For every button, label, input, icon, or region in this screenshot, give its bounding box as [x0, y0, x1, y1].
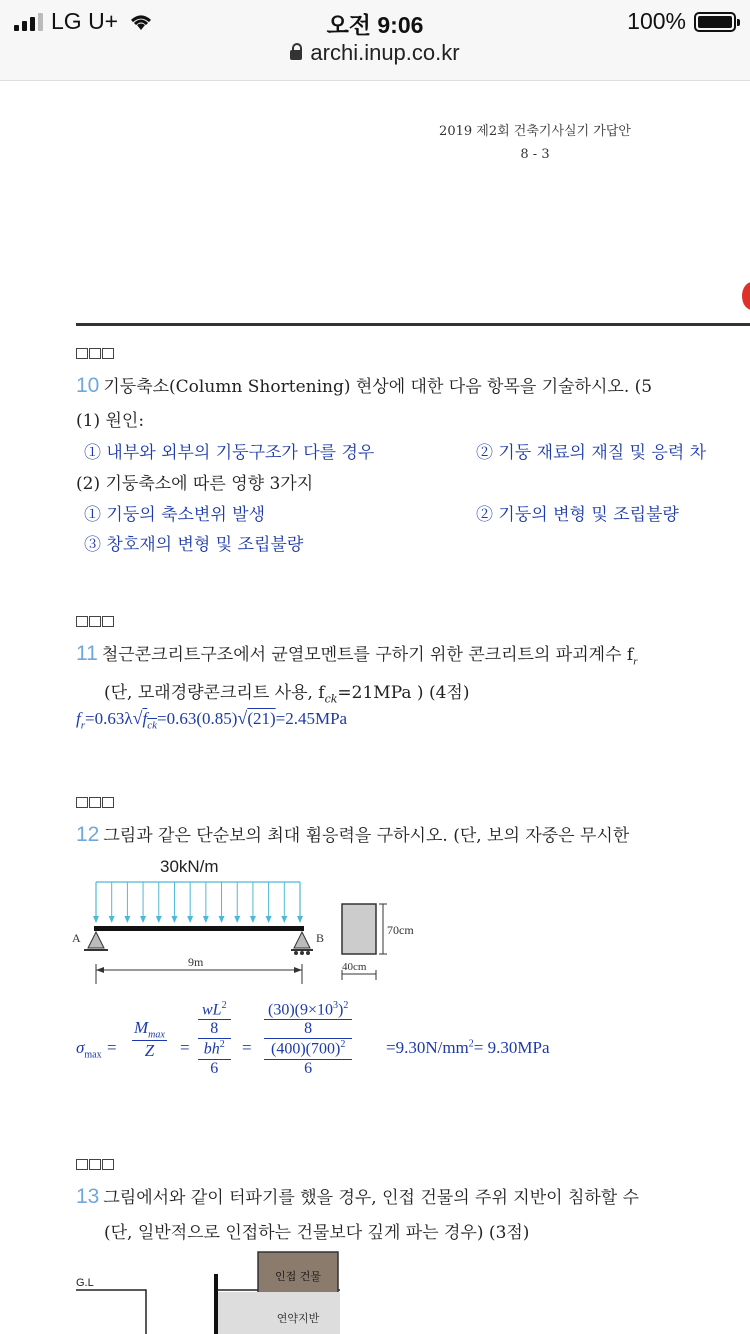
- section-height: 70cm: [387, 923, 414, 937]
- question-condition: (단, 모래경량콘크리트 사용, $f_{ck}=21MPa$ ) (4점): [104, 683, 470, 706]
- formula-result-2: = 9.30MPa: [473, 1038, 550, 1057]
- formula-bh: bh: [203, 1040, 220, 1058]
- load-arrow-head: [93, 916, 99, 923]
- formula-sub: max: [148, 1029, 165, 1041]
- formula-result: =2.45MPa: [275, 709, 348, 728]
- address-bar[interactable]: [0, 40, 750, 66]
- formula-sub: max: [84, 1049, 102, 1061]
- load-arrow-head: [171, 916, 177, 923]
- checkbox-group: [76, 348, 115, 362]
- battery-icon: [694, 12, 736, 32]
- lock-icon: [290, 50, 302, 60]
- building-label: 인접 건물: [274, 1270, 322, 1283]
- question-12: [76, 821, 629, 847]
- load-arrow-head: [234, 916, 240, 923]
- answer-item: ② 기둥 재료의 재질 및 응력 차: [476, 443, 707, 463]
- formula-part: =0.63(0.85): [157, 709, 238, 728]
- load-arrow-head: [124, 916, 130, 923]
- beam-section: [342, 904, 376, 954]
- question-number: 13: [76, 1185, 100, 1208]
- document-header: [340, 120, 730, 166]
- span-label: 9m: [188, 955, 204, 969]
- checkbox-group: [76, 797, 115, 811]
- question-text: 그림과 같은 단순보의 최대 휨응력을 구하시오. (단, 보의 자중은 무시한: [103, 826, 630, 846]
- load-label: 30kN/m: [160, 857, 219, 876]
- beam-diagram: [70, 850, 450, 990]
- answer-item: ② 기둥의 변형 및 조립불량: [476, 505, 679, 525]
- formula-sigma: σ: [76, 1038, 85, 1057]
- answer-formula: $f_r=0.63\lambda√f_{ck}=0.63(0.85)√(21)=2.45MPa$: [76, 708, 348, 732]
- load-arrow-head: [187, 916, 193, 923]
- status-bar: [0, 0, 750, 81]
- load-arrow-head: [203, 916, 209, 923]
- carrier-label: LG U+: [51, 8, 119, 34]
- question-text: 기둥축소(Column Shortening) 현상에 대한 다음 항목을 기술하시오. (5: [103, 377, 653, 397]
- heading-cause: (1) 원인:: [76, 411, 145, 431]
- formula-8: 8: [198, 1020, 231, 1039]
- page-number: 8 - 3: [520, 147, 550, 162]
- load-arrow-head: [109, 916, 115, 923]
- answer-item: ③ 창호재의 변형 및 조립불량: [84, 535, 304, 555]
- formula-result: =9.30N/mm: [386, 1038, 469, 1057]
- question-number: 11: [76, 642, 98, 665]
- red-logo-mark: [742, 282, 750, 310]
- document-title: 2019 제2회 건축기사실기 가답안: [439, 124, 631, 139]
- support-b: [294, 932, 310, 948]
- support-b-label: B: [316, 931, 325, 945]
- formula-m: M: [134, 1018, 149, 1037]
- answer-item: ① 기둥의 축소변위 발생: [84, 505, 266, 525]
- section-divider: [76, 323, 750, 326]
- load-arrows: [93, 882, 303, 923]
- url-text: archi.inup.co.kr: [310, 40, 460, 65]
- question-10: [76, 372, 652, 398]
- battery-label: 100%: [627, 8, 686, 34]
- load-arrow-head: [297, 916, 303, 923]
- clock: 오전 9:06: [326, 12, 424, 38]
- load-arrow-head: [250, 916, 256, 923]
- question-number: 12: [76, 823, 100, 846]
- question-13: [76, 1183, 639, 1209]
- checkbox-group: [76, 1159, 115, 1173]
- beam: [94, 926, 304, 931]
- formula-den: (400)(700): [271, 1040, 341, 1058]
- formula-6: 6: [304, 1059, 313, 1077]
- load-arrow-head: [156, 916, 162, 923]
- battery-info: [627, 8, 736, 35]
- formula-part: =0.63λ: [85, 709, 133, 728]
- load-arrow-head: [281, 916, 287, 923]
- formula-z: Z: [144, 1041, 155, 1061]
- question-text: 철근콘크리트구조에서 균열모멘트를 구하기 위한 콘크리트의 파괴계수 f: [101, 645, 634, 665]
- answer-item: ① 내부와 외부의 기둥구조가 다를 경우: [84, 443, 375, 463]
- condition-text: (단, 모래경량콘크리트 사용, f: [104, 683, 325, 703]
- question-number: 10: [76, 374, 100, 397]
- formula-6: 6: [210, 1059, 219, 1077]
- checkbox-group: [76, 616, 115, 630]
- question-condition: (단, 일반적으로 인접하는 건물보다 깊게 파는 경우) (3점): [104, 1223, 530, 1243]
- load-arrow-head: [140, 916, 146, 923]
- answer-formula-12: $\sigma_{max}$ = $M_{max}$ Z = $wL^2$ 8 $bh^2$ 6 = $(30)(9\times 10^3)^2$ 8 $(400)(700)^2$ 6 $=9.30N/mm^2= 9.30MPa$: [76, 1000, 550, 1077]
- condition-text-2: =21MPa ) (4점): [337, 683, 470, 703]
- question-text: 그림에서와 같이 터파기를 했을 경우, 인접 건물의 주위 지반이 침하할 수: [103, 1188, 640, 1208]
- formula-wl: wL: [202, 1001, 222, 1019]
- support-a-label: A: [72, 931, 81, 945]
- ground-label: 연약지반: [276, 1312, 320, 1325]
- section-width: 40cm: [342, 961, 367, 973]
- heading-effect: (2) 기둥축소에 따른 영향 3가지: [76, 474, 314, 494]
- support-a: [88, 932, 104, 948]
- gl-label: G.L: [76, 1277, 94, 1289]
- excavation-diagram: [70, 1246, 370, 1334]
- load-arrow-head: [266, 916, 272, 923]
- formula-num: (30)(9×10: [268, 1001, 334, 1019]
- formula-8: 8: [264, 1020, 352, 1039]
- question-11: 11 철근콘크리트구조에서 균열모멘트를 구하기 위한 콘크리트의 파괴계수 $f_r$: [76, 642, 638, 668]
- load-arrow-head: [219, 916, 225, 923]
